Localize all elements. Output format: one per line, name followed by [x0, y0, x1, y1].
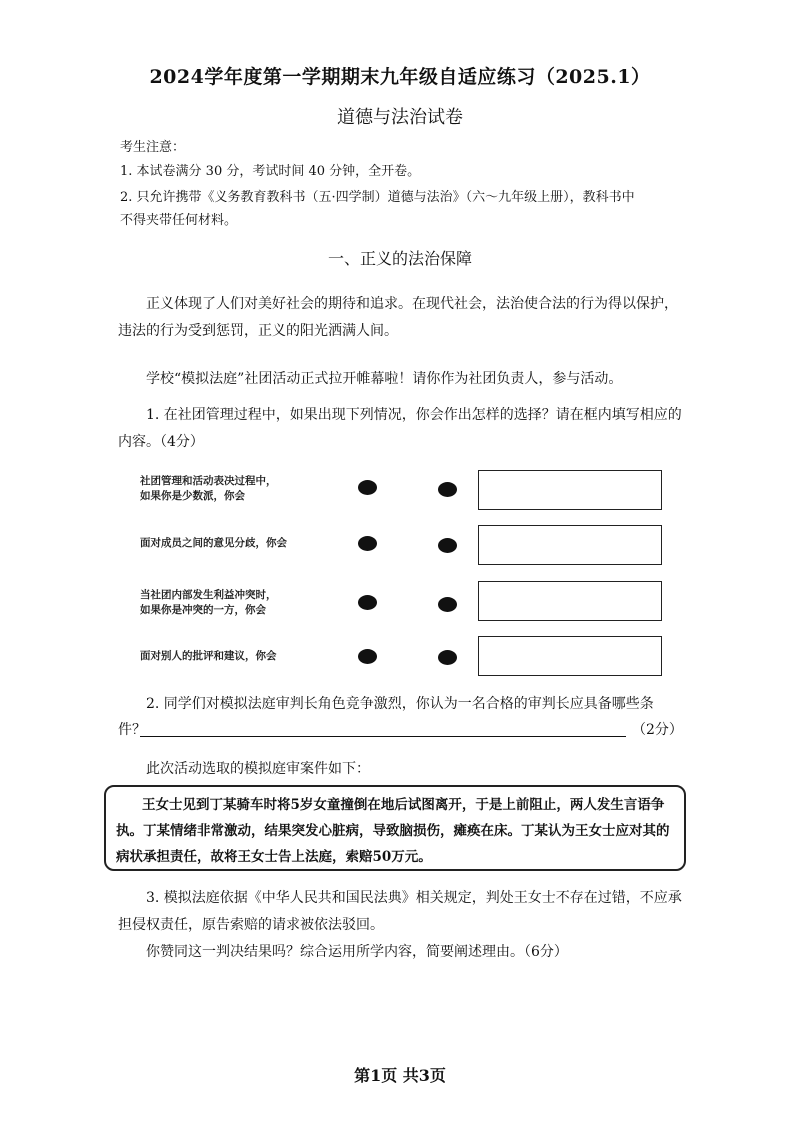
q1-row-3-label-line1: 当社团内部发生利益冲突时， — [140, 589, 277, 601]
question-2-line-2: 件？ — [118, 722, 146, 738]
q1-row-3-label-line2: 如果你是冲突的一方，你会 — [140, 604, 266, 616]
notice-line-2: 2. 只允许携带《义务教育教科书（五·四学制）道德与法治》（六～九年级上册），教科书中 — [120, 190, 635, 205]
case-intro: 此次活动选取的模拟庭审案件如下： — [146, 761, 370, 777]
notice-line-1: 1. 本试卷满分 30 分，考试时间 40 分钟，全开卷。 — [120, 164, 421, 179]
connector-dot-left — [358, 480, 377, 495]
connector-dot-left — [358, 536, 377, 551]
section-heading: 一、正义的法治保障 — [327, 249, 472, 268]
question-3-text: 3. 模拟法庭依据《中华人民共和国民法典》相关规定，判处王女士不存在过错，不应承担侵权责任，原告索赔的请求被依法驳回。 — [118, 890, 682, 933]
q1-row-1-label-line2: 如果你是少数派，你会 — [140, 490, 245, 502]
notice-heading: 考生注意： — [120, 140, 186, 155]
q1-row-1-label-line1: 社团管理和活动表决过程中， — [140, 475, 277, 487]
connector-dot-right — [438, 650, 457, 665]
section-intro: 正义体现了人们对美好社会的期待和追求。在现代社会，法治使合法的行为得以保护，违法的行为受到惩罚，正义的阳光洒满人间。 — [118, 296, 678, 339]
q1-row-4-label-line1: 面对别人的批评和建议，你会 — [140, 650, 277, 662]
q1-row-2-answer-box[interactable] — [478, 525, 662, 565]
exam-subtitle: 道德与法治试卷 — [337, 107, 463, 128]
question-2-line-1: 2. 同学们对模拟法庭审判长角色竞争激烈，你认为一名合格的审判长应具备哪些条 — [146, 696, 654, 712]
exam-title: 2024学年度第一学期期末九年级自适应练习（2025.1） — [149, 66, 651, 88]
question-2-score: （2分） — [632, 722, 683, 738]
q1-row-3-answer-box[interactable] — [478, 581, 662, 621]
q1-row-3-label — [140, 588, 340, 618]
connector-dot-right — [438, 597, 457, 612]
question-1-text: 1. 在社团管理过程中，如果出现下列情况，你会作出怎样的选择？请在框内填写相应的内容。（4分） — [118, 407, 682, 450]
question-3-prompt: 你赞同这一判决结果吗？综合运用所学内容，简要阐述理由。（6分） — [146, 944, 568, 960]
connector-dot-left — [358, 649, 377, 664]
q1-row-4-label — [140, 649, 340, 664]
connector-dot-right — [438, 482, 457, 497]
question-2-answer-line[interactable] — [140, 736, 626, 737]
page-number: 第1页 共3页 — [354, 1066, 446, 1085]
q1-row-4-answer-box[interactable] — [478, 636, 662, 676]
notice-line-3: 不得夹带任何材料。 — [120, 213, 238, 228]
connector-dot-left — [358, 595, 377, 610]
q1-row-2-label — [140, 536, 340, 551]
q1-row-1-label — [140, 474, 340, 504]
q1-row-1-answer-box[interactable] — [478, 470, 662, 510]
q1-row-2-label-line1: 面对成员之间的意见分歧，你会 — [140, 537, 287, 549]
case-text: 王女士见到丁某骑车时将5岁女童撞倒在地后试图离开，于是上前阻止，两人发生言语争执。丁某情绪非常激动，结果突发心脏病，导致脑损伤，瘫痪在床。丁某认为王女士应对其的病状承担责任，故将王女士告上法庭，索赔50万元。 — [116, 797, 670, 865]
activity-intro: 学校“模拟法庭”社团活动正式拉开帷幕啦！请你作为社团负责人，参与活动。 — [146, 371, 623, 387]
connector-dot-right — [438, 538, 457, 553]
